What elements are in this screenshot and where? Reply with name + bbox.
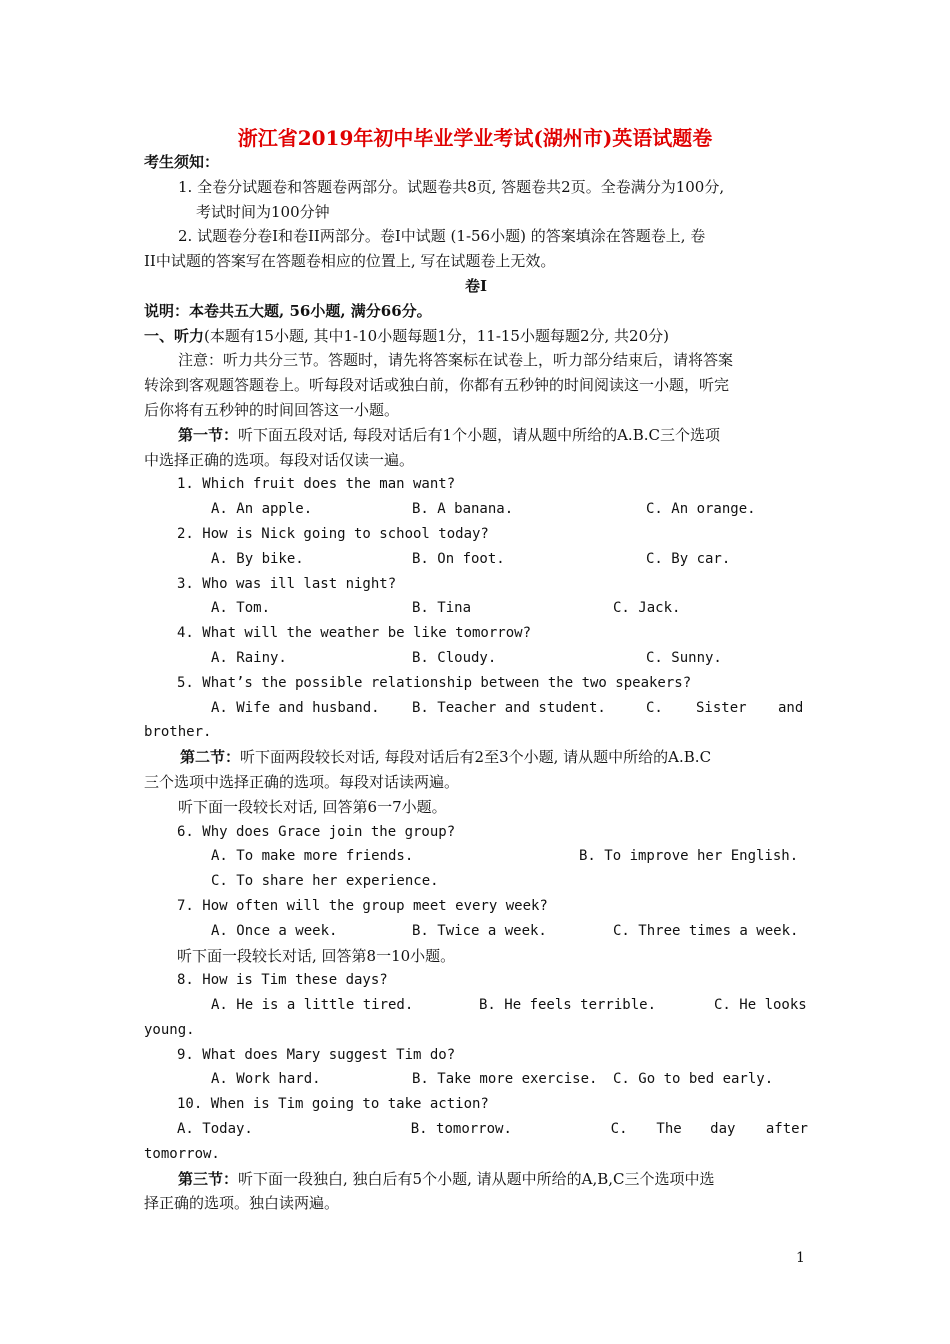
option-a: A. Wife and husband.	[211, 699, 380, 716]
section1-desc: (本题有15小题, 其中1-10小题每题1分，11-15小题每题2分, 共20分)	[204, 326, 669, 345]
options-3	[144, 596, 808, 621]
exam-content	[144, 150, 808, 1216]
option-a: A. By bike.	[211, 550, 304, 567]
notice-line: II中试题的答案写在答题卷相应的位置上, 写在试题卷上无效。	[144, 252, 556, 271]
option-b: B. Cloudy.	[412, 649, 497, 666]
listen-instruction: 听下面一段较长对话, 回答第6一7小题。	[178, 797, 447, 816]
listen-instruction: 听下面一段较长对话, 回答第8一10小题。	[177, 946, 456, 965]
option-c: C. He looks	[714, 997, 807, 1014]
part1-label: 第一节：	[178, 425, 239, 444]
option-b: B. Teacher and student.	[412, 699, 606, 716]
attention-line: 转涂到客观题答题卷上。听每段对话或独白前，你都有五秒钟的时间阅读这一小题，听完	[144, 376, 730, 395]
option-b: B. A banana.	[412, 501, 514, 518]
option-continuation: tomorrow.	[144, 1145, 220, 1162]
option-continuation: brother.	[144, 724, 212, 741]
explanation: 说明：本卷共五大题, 56小题, 满分66分。	[144, 301, 432, 320]
option-a: A. Once a week.	[211, 922, 338, 939]
option-b: B. Twice a week.	[412, 922, 547, 939]
option-c: C. Sunny.	[646, 649, 722, 666]
part-title: 卷Ⅰ	[464, 276, 488, 295]
part1-desc: 听下面五段对话, 每段对话后有1个小题，请从题中所给的A.B.C三个选项	[238, 425, 720, 444]
option-c-word: after	[765, 1121, 808, 1138]
option-c: C. Jack.	[613, 600, 681, 617]
question-1: 1. Which fruit does the man want?	[177, 476, 456, 493]
option-c-word: The	[656, 1121, 682, 1138]
page-number: 1	[796, 1250, 805, 1266]
option-c: C. Go to bed early.	[613, 1071, 774, 1088]
option-a: A. Rainy.	[211, 649, 287, 666]
notice-heading: 考生须知：	[144, 153, 220, 171]
option-c: C. To share her experience.	[211, 873, 439, 890]
notice-line: 1. 全卷分试题卷和答题卷两部分。试题卷共8页, 答题卷共2页。全卷满分为100分,	[178, 177, 725, 196]
section1-label: 一、听力	[144, 326, 205, 345]
question-2: 2. How is Nick going to school today?	[177, 525, 489, 542]
option-a: A. Work hard.	[211, 1071, 321, 1088]
part2-label: 第二节：	[180, 748, 241, 767]
question-8: 8. How is Tim these days?	[177, 972, 388, 989]
question-10: 10. When is Tim going to take action?	[177, 1096, 489, 1113]
options-7	[144, 919, 808, 944]
options-2	[144, 547, 808, 572]
part2-desc: 听下面两段较长对话, 每段对话后有2至3个小题, 请从题中所给的A.B.C	[240, 748, 712, 767]
part3-desc: 听下面一段独白, 独白后有5个小题, 请从题中所给的A,B,C三个选项中选	[238, 1169, 715, 1188]
option-a: A. An apple.	[211, 501, 313, 518]
option-b: B. He feels terrible.	[479, 997, 657, 1014]
option-b: B. To improve her English.	[579, 848, 799, 865]
question-3: 3. Who was ill last night?	[177, 575, 397, 592]
option-b: B. Take more exercise.	[412, 1071, 598, 1088]
question-5: 5. What’s the possible relationship between the two speakers?	[177, 674, 692, 691]
options-5	[144, 696, 808, 721]
option-a: A. To make more friends.	[211, 848, 414, 865]
options-6	[144, 844, 808, 869]
option-c: C. By car.	[646, 550, 731, 567]
option-a: A. Tom.	[211, 600, 271, 617]
options-1	[144, 497, 808, 522]
question-9: 9. What does Mary suggest Tim do?	[177, 1046, 456, 1063]
part3-desc-line: 择正确的选项。独白读两遍。	[144, 1194, 340, 1213]
part3-heading	[144, 1167, 808, 1192]
options-9	[144, 1067, 808, 1092]
attention-line: 注意：听力共分三节。答题时，请先将答案标在试卷上，听力部分结束后，请将答案	[178, 351, 734, 370]
option-c: C. An orange.	[646, 501, 756, 518]
notice-line: 考试时间为100分钟	[196, 202, 330, 221]
options-4	[144, 646, 808, 671]
options-10	[144, 1117, 808, 1142]
option-c: C.	[610, 1121, 628, 1138]
part2-desc-line: 三个选项中选择正确的选项。每段对话读两遍。	[144, 772, 460, 791]
section1-heading	[144, 324, 808, 349]
option-b: B. On foot.	[412, 550, 505, 567]
part1-desc-line: 中选择正确的选项。每段对话仅读一遍。	[144, 450, 415, 469]
options-8	[144, 993, 808, 1018]
part2-heading	[144, 745, 808, 770]
question-4: 4. What will the weather be like tomorrow?	[177, 625, 532, 642]
question-6: 6. Why does Grace join the group?	[177, 823, 456, 840]
option-c: C. Three times a week.	[613, 922, 799, 939]
exam-title: 浙江省2019年初中毕业学业考试(湖州市)英语试题卷	[237, 126, 713, 150]
option-continuation: young.	[144, 1021, 195, 1038]
part3-label: 第三节：	[178, 1169, 239, 1188]
option-c-word: day	[710, 1121, 736, 1138]
option-c-word: Sister	[696, 699, 747, 716]
part1-heading	[144, 423, 808, 448]
option-a: A. Today.	[177, 1121, 253, 1138]
attention-line: 后你将有五秒钟的时间回答这一小题。	[144, 400, 400, 419]
option-a: A. He is a little tired.	[211, 997, 414, 1014]
notice-line: 2. 试题卷分卷Ⅰ和卷II两部分。卷Ⅰ中试题 (1-56小题) 的答案填涂在答题卷上, 卷	[178, 227, 706, 246]
question-7: 7. How often will the group meet every week?	[177, 897, 548, 914]
option-b: B. Tina	[412, 600, 472, 617]
option-c-word: and	[778, 699, 804, 716]
option-c: C.	[646, 699, 663, 716]
option-b: B. tomorrow.	[410, 1121, 512, 1138]
